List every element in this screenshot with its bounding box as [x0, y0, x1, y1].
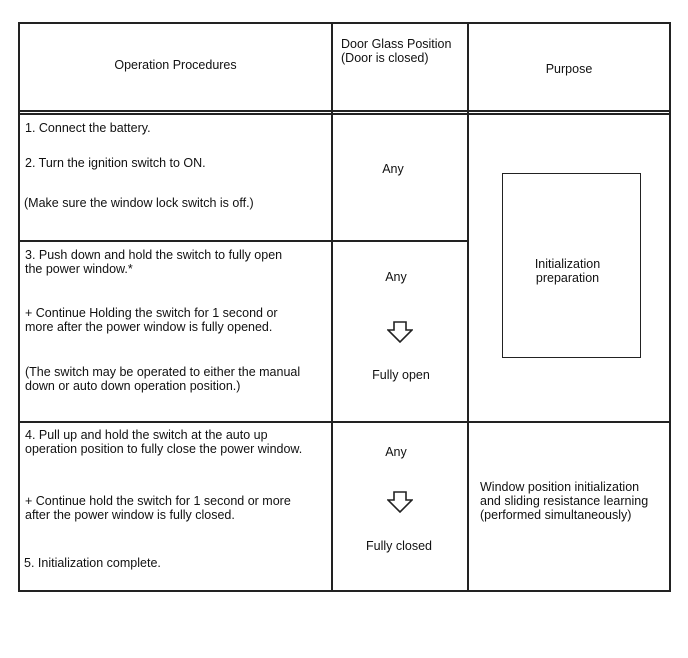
row3-position-fully-closed: Fully closed [366, 539, 432, 553]
purpose-initialization-preparation: Initialization preparation [534, 257, 601, 285]
row1-position-any: Any [382, 162, 404, 176]
step-3-switch-note: (The switch may be operated to either the manual down or auto down operation position.) [25, 365, 301, 393]
purpose-window-position-initialization: Window position initialization and sliding resistance learning (performed simultaneously) [480, 480, 649, 522]
row2-position-fully-open: Fully open [372, 368, 430, 382]
step-3-text: 3. Push down and hold the switch to fully open the power window.* [25, 248, 283, 276]
step-1-text: 1. Connect the battery. [25, 121, 151, 135]
step-5-text: 5. Initialization complete. [24, 556, 161, 570]
header-divider-b [18, 113, 670, 115]
header-operation-procedures: Operation Procedures [114, 58, 237, 72]
window-lock-note: (Make sure the window lock switch is off.) [24, 196, 254, 210]
header-purpose: Purpose [545, 62, 593, 76]
column-divider-1 [331, 22, 333, 592]
table-border-bottom [18, 590, 670, 592]
step-4-continue-text: + Continue hold the switch for 1 second or more after the power window is fully closed. [25, 494, 291, 522]
table-border-right [669, 22, 671, 592]
row2-position-any: Any [385, 270, 407, 284]
header-door-glass-position: Door Glass Position (Door is closed) [341, 37, 452, 65]
down-arrow-icon [387, 321, 413, 343]
down-arrow-icon [387, 491, 413, 513]
step-4-text: 4. Pull up and hold the switch at the auto up operation position to fully close the power window. [25, 428, 303, 456]
step-2-text: 2. Turn the ignition switch to ON. [25, 156, 206, 170]
table-border-left [18, 22, 20, 592]
table-border-top [18, 22, 670, 24]
header-divider-a [18, 110, 670, 112]
column-divider-2 [467, 22, 469, 592]
row3-position-any: Any [385, 445, 407, 459]
row-divider-1 [18, 240, 469, 242]
row-divider-2 [18, 421, 670, 423]
step-3-continue-text: + Continue Holding the switch for 1 second or more after the power window is fully opened. [25, 306, 278, 334]
